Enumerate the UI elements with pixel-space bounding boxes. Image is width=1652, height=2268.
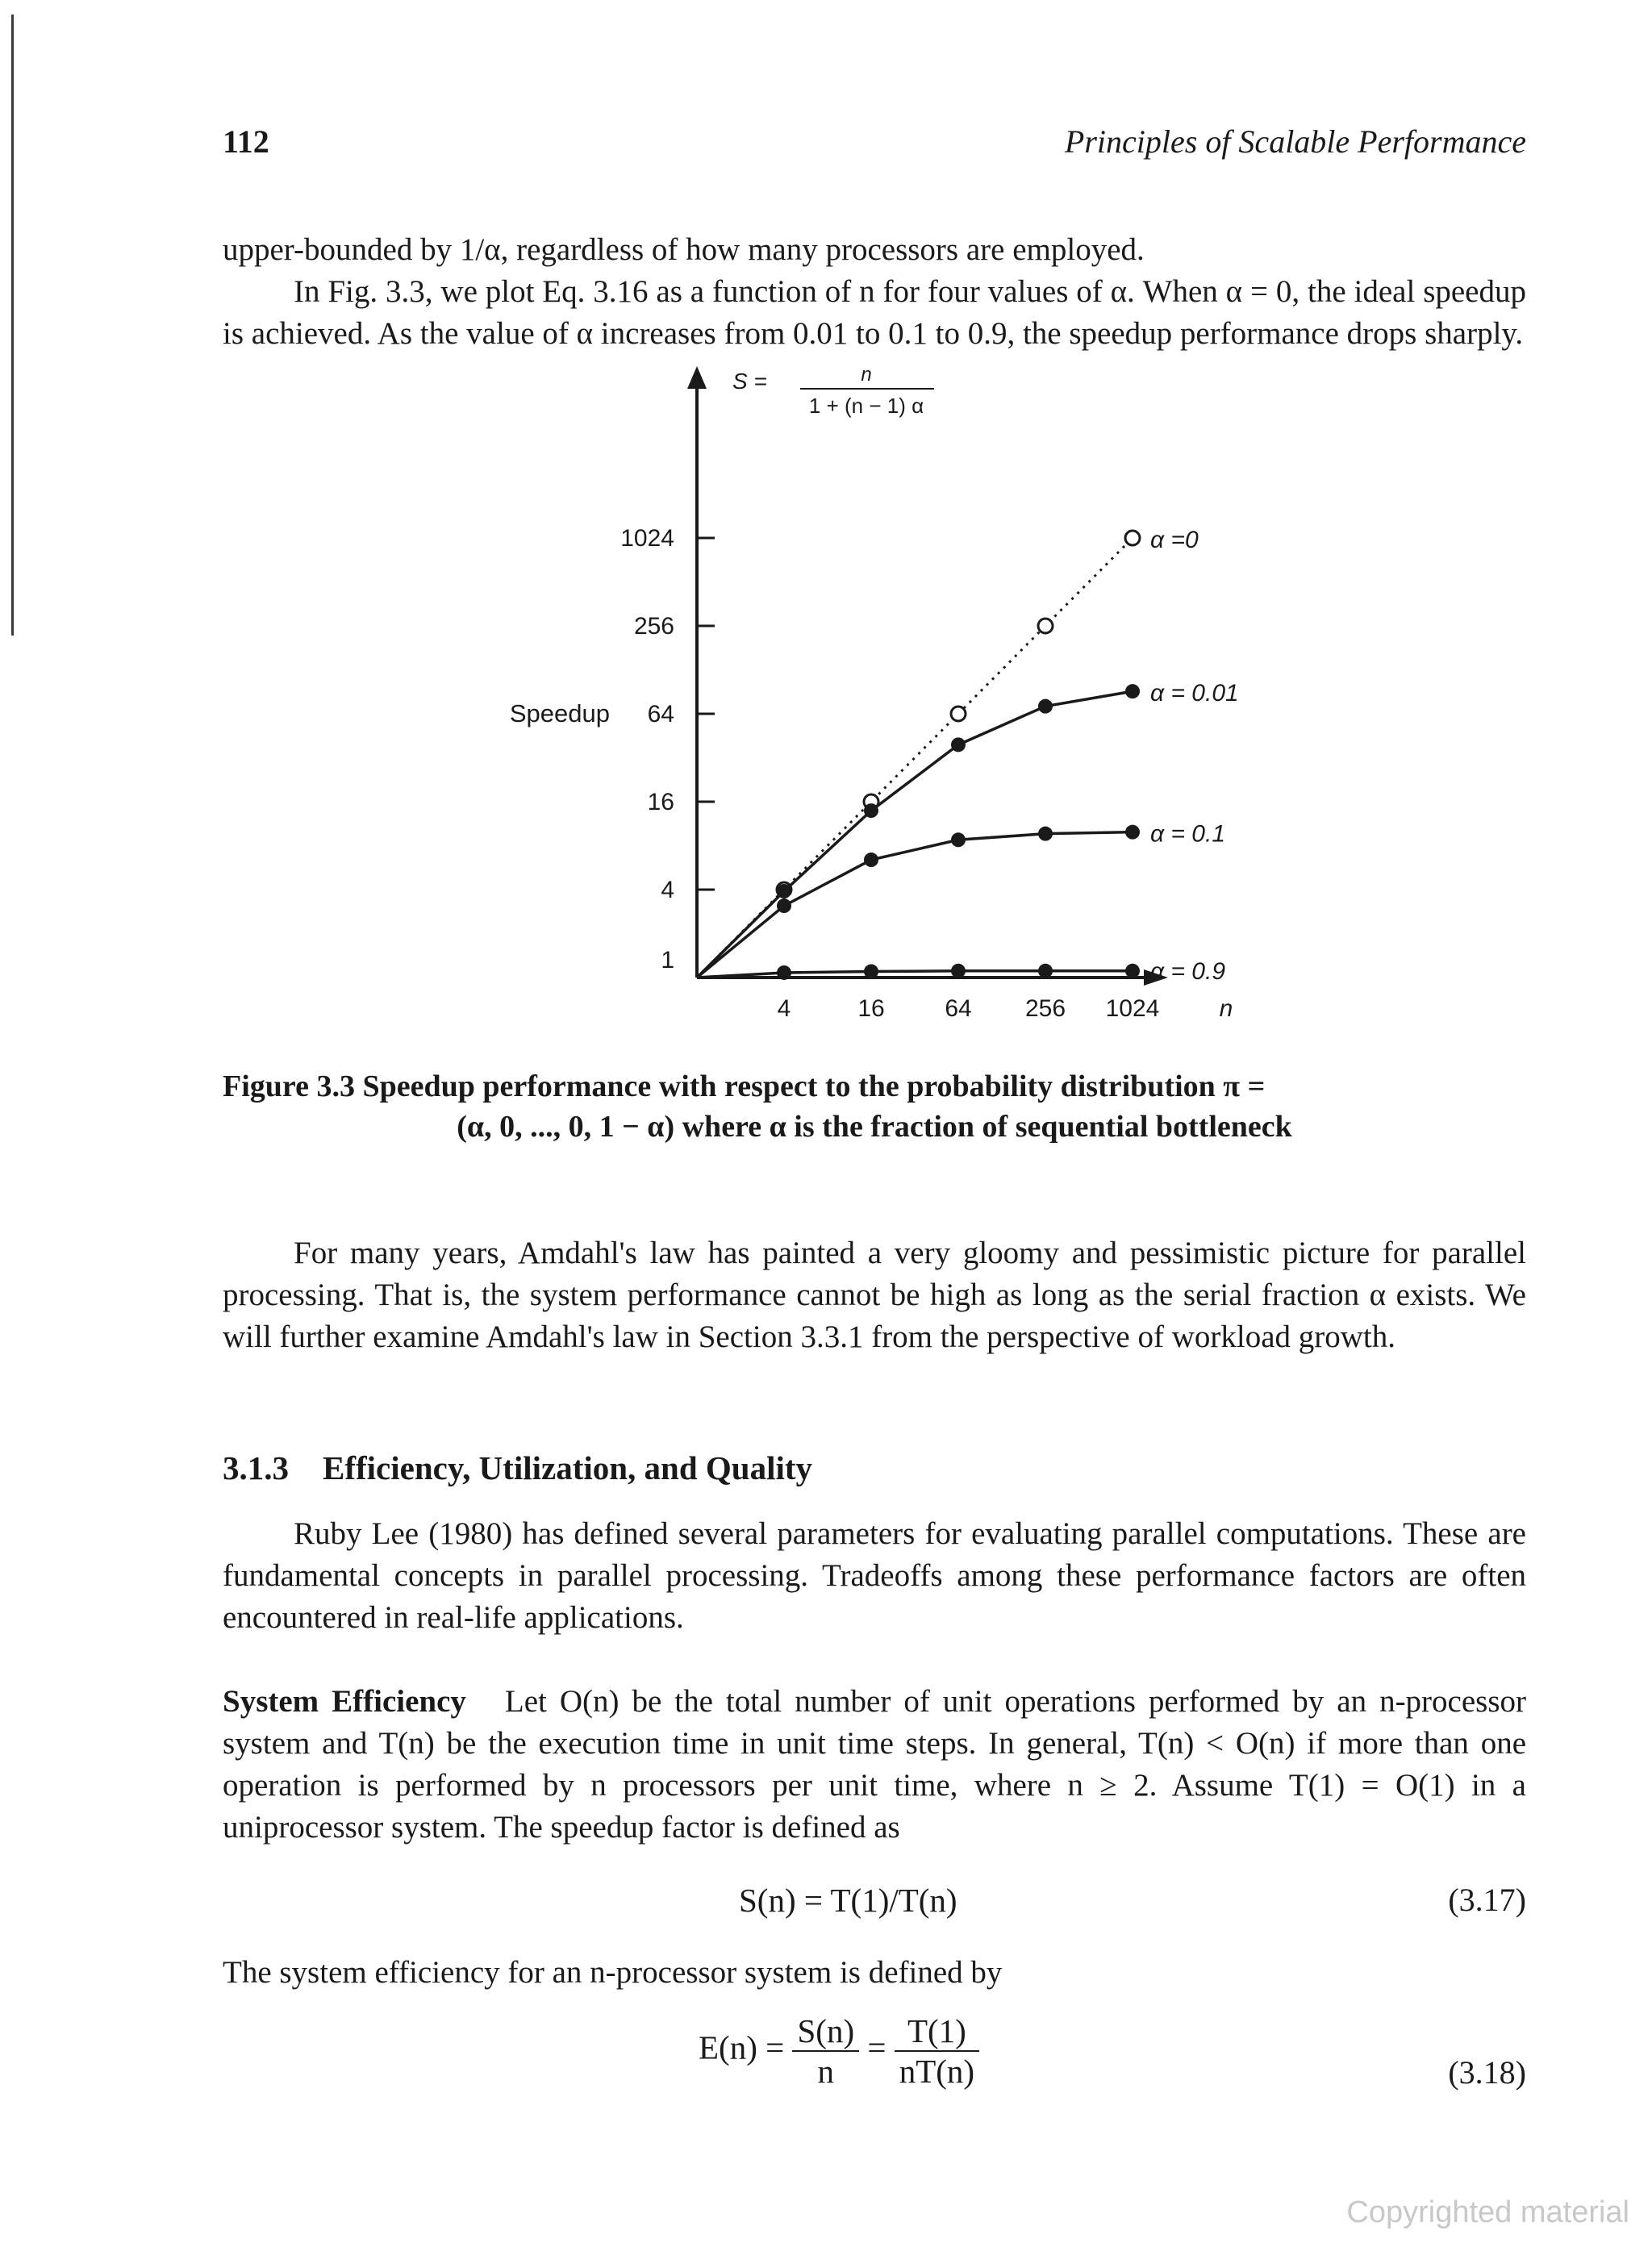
formula-denominator: 1 + (n − 1) α xyxy=(808,394,924,418)
data-point xyxy=(777,884,791,898)
series-2 xyxy=(697,825,1140,978)
section-heading xyxy=(223,1449,812,1487)
data-point xyxy=(951,964,966,978)
y-tick-label: 64 xyxy=(647,701,674,728)
section-number: 3.1.3 xyxy=(223,1449,289,1486)
data-point xyxy=(777,898,791,913)
x-tick-label: 4 xyxy=(777,995,791,1022)
eq318-frac2-numerator: T(1) xyxy=(895,2012,979,2052)
intro-text xyxy=(223,229,1526,355)
series-1 xyxy=(697,684,1140,978)
intro-line: upper-bounded by 1/α, regardless of how many processors are employed. xyxy=(223,232,1145,267)
y-tick-label: 1024 xyxy=(620,525,674,552)
series-label: α = 0.1 xyxy=(1150,820,1226,848)
x-tick-label: 1024 xyxy=(1105,995,1160,1022)
data-point xyxy=(864,853,878,867)
copyright-watermark: Copyrighted material xyxy=(1346,2195,1629,2229)
chart-formula xyxy=(732,364,934,418)
eq318-frac1-numerator: S(n) xyxy=(792,2012,859,2052)
y-tick-label: 256 xyxy=(633,613,674,640)
figure-caption xyxy=(223,1066,1526,1147)
amdahl-paragraph: For many years, Amdahl's law has painted a very gloomy and pessimistic picture for parallel processing. That is, the system performance cannot be high as long as the serial fraction α exists. We will further examine Amdahl's law in Section 3.3.1 from the perspective of workload growth. xyxy=(223,1236,1526,1354)
data-point xyxy=(951,832,966,847)
caption-line-1: Figure 3.3 Speedup performance with respect to the probability distribution π = xyxy=(223,1069,1266,1103)
running-head: Principles of Scalable Performance xyxy=(1064,123,1526,160)
y-tick-label: 16 xyxy=(647,789,674,815)
page-number: 112 xyxy=(223,123,269,160)
eq318-frac2-denominator: nT(n) xyxy=(899,2053,975,2090)
data-point xyxy=(1038,699,1053,714)
formula-lhs: S = xyxy=(732,369,767,394)
efficiency-text: Let O(n) be the total number of unit operations performed by an n-processor system and T(n) be the execution time in unit time steps. In general, T(n) < O(n) if more than one operation is performed by n processors per unit time, where n ≥ 2. Assume T(1) = O(1) in a uniprocessor system. The speedup factor is defined as xyxy=(223,1684,1527,1845)
speedup-figure xyxy=(452,355,1323,1065)
data-point xyxy=(951,737,966,752)
x-tick-label: 16 xyxy=(857,995,885,1022)
data-point xyxy=(1125,531,1140,545)
data-point xyxy=(1038,827,1053,841)
y-axis-title: Speedup xyxy=(509,699,610,728)
caption-line-2: (α, 0, ..., 0, 1 − α) where α is the fraction of sequential bottleneck xyxy=(457,1110,1292,1144)
eq318-lhs: E(n) = xyxy=(699,2028,785,2066)
equation-3-17: S(n) = T(1)/T(n) xyxy=(739,1882,957,1919)
eq318-fraction-2 xyxy=(895,2012,979,2091)
data-point xyxy=(1125,684,1140,698)
data-point xyxy=(951,707,966,721)
section-title: Efficiency, Utilization, and Quality xyxy=(323,1449,813,1486)
data-point xyxy=(1038,619,1053,633)
data-point xyxy=(1038,964,1053,978)
series-label: α =0 xyxy=(1150,527,1199,553)
lee-paragraph-block xyxy=(223,1513,1526,1639)
system-efficiency-intro-block xyxy=(223,1952,1526,1994)
efficiency-run-in-title: System Efficiency xyxy=(223,1684,466,1719)
efficiency-paragraph xyxy=(223,1681,1526,1849)
data-point xyxy=(864,965,878,979)
x-tick-label: 64 xyxy=(945,995,972,1022)
data-point xyxy=(1125,964,1140,978)
series-line xyxy=(697,832,1133,978)
efficiency-paragraph-block xyxy=(223,1681,1526,1849)
series-label: α = 0.9 xyxy=(1150,957,1226,985)
equation-number-3-18: (3.18) xyxy=(1448,2054,1526,2091)
amdahl-paragraph-block xyxy=(223,1232,1526,1358)
data-point xyxy=(777,965,791,980)
margin-rule xyxy=(11,15,14,636)
eq318-fraction-1 xyxy=(792,2012,859,2091)
y-tick-label: 4 xyxy=(661,877,674,903)
lee-paragraph: Ruby Lee (1980) has defined several parameters for evaluating parallel computations. These are fundamental concepts in parallel processing. Tradeoffs among these performance factors are often encountered in real-life applications. xyxy=(223,1516,1526,1635)
equation-number-3-17: (3.17) xyxy=(1448,1882,1526,1918)
eq318-frac1-denominator: n xyxy=(817,2053,835,2090)
data-point xyxy=(1125,825,1140,840)
speedup-chart xyxy=(452,355,1323,1065)
y-tick-label: 1 xyxy=(661,947,674,973)
series-label: α = 0.01 xyxy=(1150,680,1239,707)
system-efficiency-intro: The system efficiency for an n-processor system is defined by xyxy=(223,1955,1003,1990)
data-point xyxy=(864,803,878,818)
x-tick-label: 256 xyxy=(1024,995,1066,1022)
eq318-equals: = xyxy=(867,2028,886,2066)
equation-3-18 xyxy=(699,2012,979,2091)
intro-paragraph: In Fig. 3.3, we plot Eq. 3.16 as a function of n for four values of α. When α = 0, the ideal speedup is achieved. As the value of α increases from 0.01 to 0.1 to 0.9, the speedup performance drops sharply. xyxy=(223,274,1526,351)
formula-numerator: n xyxy=(861,364,872,386)
x-axis-title: n xyxy=(1219,995,1233,1022)
y-axis-arrow xyxy=(687,366,707,389)
